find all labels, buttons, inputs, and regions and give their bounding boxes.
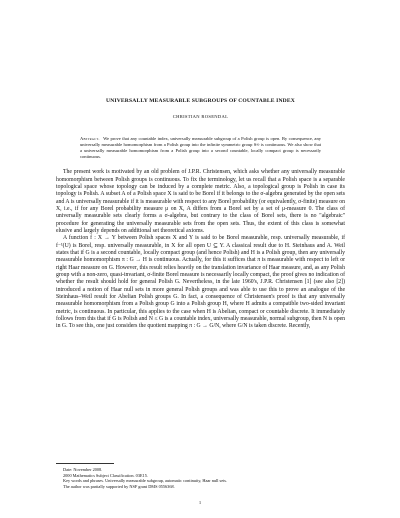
footnotes [56,463,345,489]
page-number: 1 [198,500,202,505]
author-name: CHRISTIAN ROSENDAL [172,114,229,119]
footnote-msc: 2000 Mathematics Subject Classification. 03E15. [63,472,148,478]
paper-title: UNIVERSALLY MEASURABLE SUBGROUPS OF COUNTABLE INDEX [106,98,295,104]
abstract-label: Abstract. [80,136,100,141]
footnote-keywords: Key words and phrases. Universally measurable subgroup, automatic continuity, Haar null sets. [63,478,228,484]
abstract-text: We prove that any countable index, universally measurable subgroup of a Polish group is open. By consequence, any universally measurable homomorphism from a Polish group into the infinite symmetric group S∞ is continuous. We also show that a universally measurable homomorphism from a Polish group into a second countable, locally compact group is necessarily continuous. [80,136,321,160]
body-paragraph-1: The present work is motivated by an old problem of J.P.R. Christensen, which asks whether any universally measurable homomorphism between Polish groups is continuous. To fix the terminology, let us recall that a Polish space is a separable topological space whose topology can be induced by a complete metric. Also, a topological group is Polish in case its topology is Polish. A subset A of a Polish space X is said to be Borel if it belongs to the σ-algebra generated by the open sets and A is universally measurable if it is measurable with respect to any Borel probability (or equivalently, σ-finite) measure on X, i.e., if for any Borel probability measure μ on X, A differs from a Borel set by a set of μ-measure 0. The class of universally measurable sets clearly forms a σ-algebra, but contrary to the class of Borel sets, there is no "algebraic" procedure for generating the universally measurable sets from the open sets. Thus, the extent of this class is somewhat elusive and largely depends on additional set theoretical axioms. [56,169,345,234]
footnote-rule [56,463,114,464]
abstract [80,136,321,160]
body-paragraph-2: A function f : X → Y between Polish spaces X and Y is said to be Borel measurable, resp. universally measurable, if f⁻¹(U) is Borel, resp. universally measurable, in X for all open U ⊆ Y. A classical result due to H. Steinhaus and A. Weil states that if G is a second countable, locally compact group (and hence Polish) and H is a Polish group, then any universally measurable homomorphism π : G → H is continuous. Actually, for this it suffices that π is measurable with respect to left or right Haar measure on G. However, this result relies heavily on the translation invariance of Haar measure, and, as any Polish group with a non-zero, quasi-invariant, σ-finite Borel measure is necessarily locally compact, the proof gives no indication of whether the result should hold for general Polish G. Nevertheless, in the late 1960's, J.P.R. Christensen [1] (see also [2]) introduced a notion of Haar null sets in more general Polish groups and was able to use this to prove an analogue of the Steinhaus–Weil result for Abelian Polish groups G. In fact, a consequence of Christensen's proof is that any universally measurable homomorphism from a Polish group G into a Polish group H, where H admits a compatible two-sided invariant metric, is continuous. In particular, this applies to the case when H is Abelian, compact or countable discrete. It immediately follows from this that if G is Polish and N ≤ G is a countable index, universally measurable, normal subgroup, then N is open in G. To see this, one just considers the quotient mapping π : G → G/N, where G/N is taken discrete. Recently, [56,235,345,330]
footnote-grant: The author was partially supported by NSF grant DMS 0556368. [63,483,175,489]
main-content [56,98,345,331]
footnote-date: Date: November 2008. [63,467,103,472]
